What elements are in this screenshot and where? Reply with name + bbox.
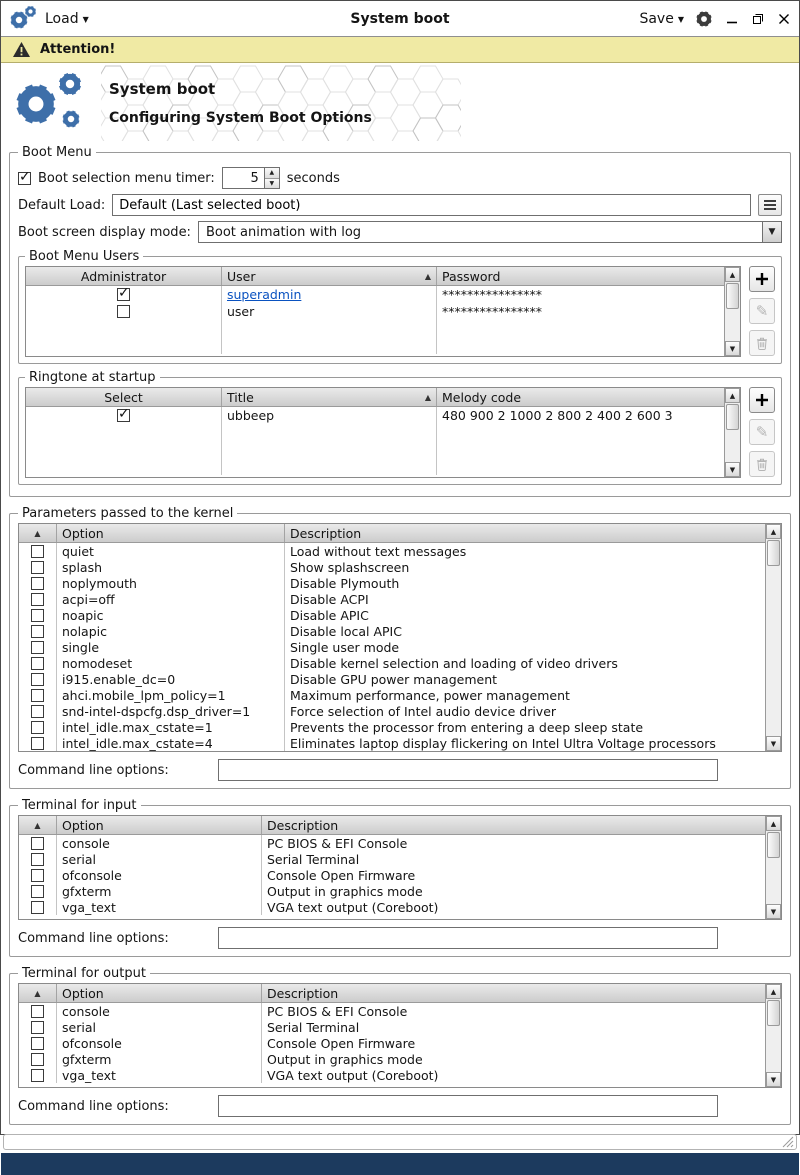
scrollbar-track[interactable]: [766, 831, 781, 904]
page-title: System boot: [109, 80, 216, 98]
kernel-params-table-body: [19, 543, 765, 751]
column-label: Option: [62, 817, 104, 833]
display-mode-select[interactable]: [198, 221, 782, 243]
description-cell: VGA text output (Coreboot): [267, 1067, 439, 1083]
bottom-bar: [1, 1153, 799, 1175]
description-cell: Force selection of Intel audio device driver: [290, 703, 557, 719]
option-cell: intel_idle.max_cstate=4: [57, 735, 285, 751]
checkbox[interactable]: [31, 721, 44, 734]
table-row[interactable]: [19, 1003, 765, 1019]
checkbox[interactable]: [31, 625, 44, 638]
pencil-icon: ✎: [755, 424, 769, 441]
table-row[interactable]: [26, 286, 724, 303]
checkbox[interactable]: [31, 1037, 44, 1050]
checkbox[interactable]: [31, 1005, 44, 1018]
scrollbar-track[interactable]: [725, 403, 740, 462]
sort-column-header[interactable]: [19, 984, 57, 1002]
column-label: User: [227, 268, 256, 284]
resize-grip[interactable]: [780, 1134, 794, 1148]
close-button[interactable]: [776, 11, 791, 26]
description-cell: Serial Terminal: [267, 851, 360, 867]
table-row[interactable]: [19, 883, 765, 899]
terminal-output-fieldset: [9, 966, 791, 1125]
column-label: Password: [442, 268, 501, 284]
option-cell: nolapic: [57, 623, 285, 639]
description-cell: PC BIOS & EFI Console: [267, 1003, 408, 1019]
administrator-cell: [26, 303, 222, 320]
password-cell: ****************: [442, 304, 542, 319]
sort-asc-icon: ▲: [34, 988, 41, 998]
terminal-output-legend: Terminal for output: [22, 966, 146, 981]
scroll-down-icon[interactable]: ▼: [766, 1072, 781, 1087]
table-row[interactable]: [19, 1019, 765, 1035]
cmdline-label: Command line options:: [18, 930, 169, 946]
scroll-up-icon[interactable]: ▲: [766, 984, 781, 999]
ringtone-fieldset: [18, 370, 782, 485]
terminal-input-scrollbar[interactable]: [765, 816, 781, 919]
checkbox[interactable]: [31, 885, 44, 898]
description-cell: Disable local APIC: [290, 623, 402, 639]
table-row[interactable]: [19, 1051, 765, 1067]
checkbox[interactable]: [31, 869, 44, 882]
terminal-input-legend: Terminal for input: [22, 798, 137, 813]
option-cell: vga_text: [57, 899, 262, 915]
minimize-button[interactable]: [724, 11, 739, 26]
display-mode-value: Boot animation with log: [205, 224, 362, 240]
app-logo-gears-icon: [9, 5, 37, 32]
table-row[interactable]: [19, 655, 765, 671]
description-column-header[interactable]: [262, 816, 765, 834]
status-bar: [3, 1134, 797, 1150]
table-row[interactable]: [19, 899, 765, 915]
users-table-buttons: [749, 266, 775, 356]
ringtone-table-body: [26, 407, 724, 477]
table-row[interactable]: [19, 867, 765, 883]
chevron-down-icon: ▼: [82, 15, 89, 24]
description-cell: Disable APIC: [290, 607, 369, 623]
window-title: System boot: [350, 10, 450, 27]
kernel-params-table: [18, 523, 782, 752]
minimize-icon: [726, 13, 738, 25]
description-cell: Disable GPU power management: [290, 671, 498, 687]
edit-ringtone-button[interactable]: [749, 419, 775, 445]
table-row[interactable]: [19, 559, 765, 575]
add-user-button[interactable]: [749, 266, 775, 292]
scrollbar-track[interactable]: [766, 999, 781, 1072]
checkbox[interactable]: [31, 1069, 44, 1082]
spinner-buttons: [264, 168, 279, 188]
sort-asc-icon: ▲: [34, 528, 41, 538]
table-row[interactable]: [19, 671, 765, 687]
plus-icon: [755, 272, 769, 286]
warning-icon: [12, 41, 31, 58]
password-column-header[interactable]: [437, 267, 724, 285]
column-label: Melody code: [442, 389, 522, 405]
checkbox[interactable]: [31, 657, 44, 670]
settings-gear-icon[interactable]: [695, 10, 713, 28]
scrollbar-thumb[interactable]: [726, 283, 739, 309]
ringtone-table-header: [26, 388, 724, 407]
save-menu-button[interactable]: [639, 11, 684, 27]
page-header: [1, 63, 799, 143]
description-column-header[interactable]: [262, 984, 765, 1002]
title-column-header[interactable]: [222, 388, 437, 406]
scroll-up-icon[interactable]: ▲: [766, 524, 781, 539]
table-row-empty: [26, 441, 724, 458]
checkbox[interactable]: [31, 577, 44, 590]
add-ringtone-button[interactable]: [749, 387, 775, 413]
table-row[interactable]: [19, 735, 765, 751]
table-row[interactable]: [19, 591, 765, 607]
cmdline-label: Command line options:: [18, 1098, 169, 1114]
checkbox[interactable]: [31, 561, 44, 574]
user-cell: [222, 286, 437, 303]
option-cell: serial: [57, 851, 262, 867]
scrollbar-track[interactable]: [766, 539, 781, 736]
spinner-down-icon[interactable]: ▼: [265, 179, 279, 189]
option-cell: nomodeset: [57, 655, 285, 671]
description-cell: Console Open Firmware: [267, 1035, 416, 1051]
description-cell: Output in graphics mode: [267, 1051, 423, 1067]
boot-menu-fieldset: [9, 145, 791, 497]
option-cell: noplymouth: [57, 575, 285, 591]
kernel-params-legend: Parameters passed to the kernel: [22, 506, 234, 521]
description-cell: Console Open Firmware: [267, 867, 416, 883]
description-cell: Load without text messages: [290, 543, 467, 559]
checkbox[interactable]: [31, 737, 44, 750]
terminal-output-table-header: [19, 984, 765, 1003]
description-cell: Disable ACPI: [290, 591, 369, 607]
dropdown-arrow-icon[interactable]: ▼: [762, 222, 781, 242]
select-column-header[interactable]: [26, 388, 222, 406]
boot-menu-users-fieldset: [18, 249, 782, 364]
table-row[interactable]: [19, 687, 765, 703]
checkbox[interactable]: [117, 288, 130, 301]
boot-menu-users-legend: Boot Menu Users: [29, 249, 140, 264]
option-cell: ofconsole: [57, 867, 262, 883]
option-cell: quiet: [57, 543, 285, 559]
checkbox[interactable]: [31, 837, 44, 850]
gear-icon: [57, 71, 83, 101]
checkbox[interactable]: [31, 593, 44, 606]
terminal-input-cmdline-input[interactable]: [218, 927, 718, 949]
password-cell: ****************: [442, 287, 542, 302]
table-row[interactable]: [19, 1035, 765, 1051]
description-cell: PC BIOS & EFI Console: [267, 835, 408, 851]
chevron-down-icon: ▼: [677, 15, 684, 24]
pencil-icon: ✎: [755, 303, 769, 320]
table-row[interactable]: [19, 607, 765, 623]
table-row[interactable]: [19, 623, 765, 639]
column-label: Select: [104, 389, 143, 405]
scroll-down-icon[interactable]: ▼: [766, 736, 781, 751]
trash-icon: [755, 457, 769, 472]
terminal-input-fieldset: [9, 798, 791, 957]
option-cell: console: [57, 1003, 262, 1019]
user-column-header[interactable]: [222, 267, 437, 285]
table-row-empty: [26, 424, 724, 441]
option-cell: serial: [57, 1019, 262, 1035]
column-label: Option: [62, 525, 104, 541]
description-cell: Maximum performance, power management: [290, 687, 570, 703]
gear-icon: [13, 81, 59, 131]
cmdline-label: Command line options:: [18, 762, 169, 778]
option-cell: vga_text: [57, 1067, 262, 1083]
timer-spinner[interactable]: [222, 167, 280, 189]
column-label: Description: [290, 525, 362, 541]
title-cell: ubbeep: [222, 407, 437, 424]
option-cell: console: [57, 835, 262, 851]
option-cell: intel_idle.max_cstate=1: [57, 719, 285, 735]
melody-cell: 480 900 2 1000 2 800 2 400 2 600 3: [442, 408, 673, 423]
default-load-input[interactable]: [112, 194, 751, 216]
column-label: Title: [227, 389, 254, 405]
trash-icon: [755, 336, 769, 351]
checkbox[interactable]: [31, 545, 44, 558]
restore-icon: [752, 13, 764, 25]
timer-checkbox[interactable]: [18, 172, 31, 185]
table-row[interactable]: [19, 851, 765, 867]
attention-banner: [1, 36, 799, 63]
description-cell: Serial Terminal: [267, 1019, 360, 1035]
user-link[interactable]: superadmin: [227, 287, 302, 302]
terminal-output-table-body: [19, 1003, 765, 1087]
table-row-empty: [26, 337, 724, 354]
option-column-header[interactable]: [57, 816, 262, 834]
option-cell: splash: [57, 559, 285, 575]
ringtone-legend: Ringtone at startup: [29, 370, 156, 385]
checkbox[interactable]: [31, 1053, 44, 1066]
scroll-down-icon[interactable]: ▼: [725, 462, 740, 477]
ringtone-table: [25, 387, 741, 478]
display-mode-label: Boot screen display mode:: [18, 224, 191, 240]
administrator-cell: [26, 286, 222, 303]
gear-icon: [24, 5, 37, 22]
scroll-down-icon[interactable]: ▼: [766, 904, 781, 919]
gear-icon: [61, 109, 81, 133]
description-cell: VGA text output (Coreboot): [267, 899, 439, 915]
user-cell: user: [222, 303, 437, 320]
spinner-value[interactable]: 5: [250, 170, 259, 186]
table-row[interactable]: [26, 407, 724, 424]
option-cell: ofconsole: [57, 1035, 262, 1051]
attention-text: Attention!: [40, 42, 116, 57]
checkbox[interactable]: [31, 853, 44, 866]
checkbox[interactable]: [31, 609, 44, 622]
checkbox[interactable]: [31, 901, 44, 914]
kernel-params-scrollbar[interactable]: [765, 524, 781, 751]
column-label: Description: [267, 985, 339, 1001]
description-cell: Disable Plymouth: [290, 575, 400, 591]
melody-column-header[interactable]: [437, 388, 724, 406]
table-row[interactable]: [19, 719, 765, 735]
scrollbar-thumb[interactable]: [767, 1000, 780, 1026]
default-load-label: Default Load:: [18, 197, 106, 213]
timer-unit-label: seconds: [286, 170, 340, 186]
load-menu-button[interactable]: [45, 11, 89, 27]
option-cell: snd-intel-dspcfg.dsp_driver=1: [57, 703, 285, 719]
option-cell: i915.enable_dc=0: [57, 671, 285, 687]
page-subtitle: Configuring System Boot Options: [109, 110, 372, 126]
checkbox[interactable]: [31, 1021, 44, 1034]
option-cell: gfxterm: [57, 883, 262, 899]
table-row[interactable]: [19, 575, 765, 591]
ringtone-scrollbar[interactable]: [724, 388, 740, 477]
terminal-input-table-header: [19, 816, 765, 835]
terminal-input-table: [18, 815, 782, 920]
plus-icon: [755, 393, 769, 407]
description-cell: Disable kernel selection and loading of video drivers: [290, 655, 618, 671]
scroll-down-icon[interactable]: ▼: [725, 341, 740, 356]
description-cell: Eliminates laptop display flickering on Intel Ultra Voltage processors: [290, 735, 716, 751]
sort-asc-icon: ▲: [424, 392, 431, 402]
table-row[interactable]: [19, 1067, 765, 1083]
titlebar: [1, 1, 799, 36]
description-cell: Output in graphics mode: [267, 883, 423, 899]
ringtone-table-buttons: [749, 387, 775, 477]
close-icon: [778, 13, 790, 25]
description-cell: Single user mode: [290, 639, 400, 655]
scroll-up-icon[interactable]: ▲: [766, 816, 781, 831]
scroll-up-icon[interactable]: ▲: [725, 388, 740, 403]
column-label: Administrator: [80, 268, 167, 284]
checkbox[interactable]: [31, 641, 44, 654]
administrator-column-header[interactable]: [26, 267, 222, 285]
select-cell: [26, 407, 222, 424]
sort-column-header[interactable]: [19, 524, 57, 542]
hamburger-icon: [763, 199, 777, 211]
users-table-body: [26, 286, 724, 356]
option-cell: single: [57, 639, 285, 655]
users-table-header: [26, 267, 724, 286]
table-row-empty: [26, 458, 724, 475]
spinner-up-icon[interactable]: ▲: [265, 168, 279, 179]
maximize-button[interactable]: [750, 11, 765, 26]
scrollbar-thumb[interactable]: [726, 404, 739, 430]
option-cell: ahci.mobile_lpm_policy=1: [57, 687, 285, 703]
kernel-cmdline-input[interactable]: [218, 759, 718, 781]
timer-label: Boot selection menu timer:: [38, 170, 215, 186]
terminal-output-scrollbar[interactable]: [765, 984, 781, 1087]
delete-ringtone-button[interactable]: [749, 451, 775, 477]
edit-user-button[interactable]: [749, 298, 775, 324]
sort-asc-icon: ▲: [34, 820, 41, 830]
checkbox[interactable]: [31, 673, 44, 686]
description-column-header[interactable]: [285, 524, 765, 542]
users-table: [25, 266, 741, 357]
boot-menu-legend: Boot Menu: [22, 145, 92, 160]
table-row-empty: [26, 320, 724, 337]
checkbox[interactable]: [31, 689, 44, 702]
terminal-output-table: [18, 983, 782, 1088]
scrollbar-thumb[interactable]: [767, 832, 780, 858]
description-cell: Prevents the processor from entering a deep sleep state: [290, 719, 644, 735]
table-row[interactable]: [19, 639, 765, 655]
save-menu-label: Save: [639, 10, 674, 27]
terminal-input-table-body: [19, 835, 765, 919]
scrollbar-track[interactable]: [725, 282, 740, 341]
sort-asc-icon: ▲: [424, 271, 431, 281]
table-row[interactable]: [19, 703, 765, 719]
checkbox[interactable]: [117, 409, 130, 422]
table-row[interactable]: [26, 303, 724, 320]
table-row[interactable]: [19, 543, 765, 559]
load-menu-label: Load: [45, 10, 79, 27]
scrollbar-thumb[interactable]: [767, 540, 780, 566]
kernel-params-table-header: [19, 524, 765, 543]
option-cell: acpi=off: [57, 591, 285, 607]
description-cell: Show splashscreen: [290, 559, 410, 575]
delete-user-button[interactable]: [749, 330, 775, 356]
checkbox[interactable]: [117, 305, 130, 318]
option-cell: gfxterm: [57, 1051, 262, 1067]
option-column-header[interactable]: [57, 524, 285, 542]
option-column-header[interactable]: [57, 984, 262, 1002]
default-load-menu-button[interactable]: [758, 194, 782, 216]
gears-logo-icon: [13, 69, 89, 137]
table-row[interactable]: [19, 835, 765, 851]
users-scrollbar[interactable]: [724, 267, 740, 356]
kernel-params-fieldset: [9, 506, 791, 789]
scroll-up-icon[interactable]: ▲: [725, 267, 740, 282]
checkbox[interactable]: [31, 705, 44, 718]
column-label: Description: [267, 817, 339, 833]
column-label: Option: [62, 985, 104, 1001]
sort-column-header[interactable]: [19, 816, 57, 834]
terminal-output-cmdline-input[interactable]: [218, 1095, 718, 1117]
option-cell: noapic: [57, 607, 285, 623]
